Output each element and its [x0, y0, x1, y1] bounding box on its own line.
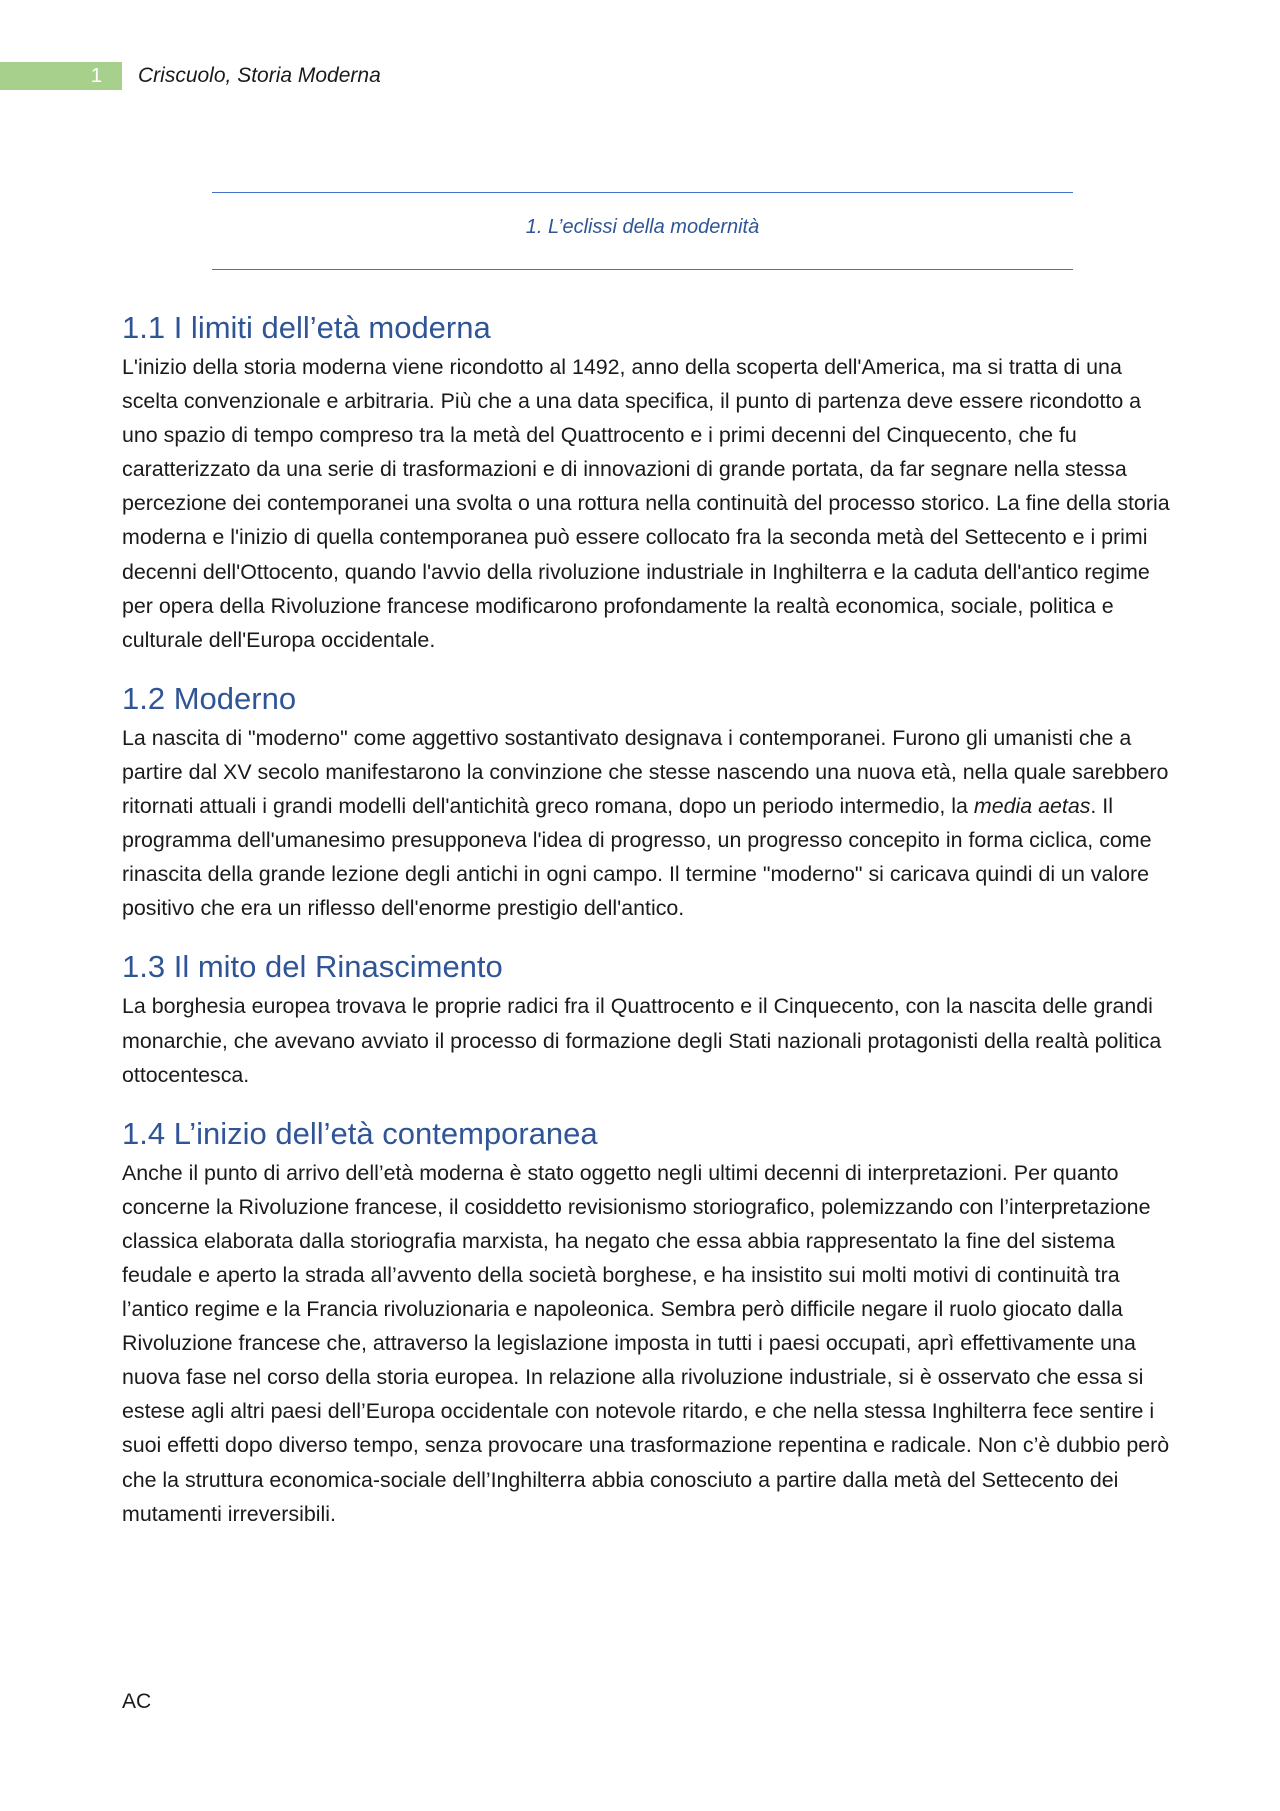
- section-paragraph: Anche il punto di arrivo dell’età moderna è stato oggetto negli ultimi decenni di interpretazioni. Per quanto concerne la Rivoluzione francese, il cosiddetto revisionismo storiografico, polemizzando con l’interpretazione classica elaborata dalla storiografia marxista, ha negato che essa abbia rappresentato la fine del sistema feudale e aperto la strada all’avvento della società borghese, e ha insistito sui molti motivi di continuità tra l’antico regime e la Francia rivoluzionaria e napoleonica. Sembra però difficile negare il ruolo giocato dalla Rivoluzione francese che, attraverso la legislazione imposta in tutti i paesi occupati, aprì effettivamente una nuova fase nel corso della storia europea. In relazione alla rivoluzione industriale, si è osservato che essa si estese agli altri paesi dell’Europa occidentale con notevole ritardo, e che nella stessa Inghilterra fece sentire i suoi effetti dopo diverso tempo, senza provocare una trasformazione repentina e radicale. Non c’è dubbio però che la struttura economica-sociale dell’Inghilterra abbia conosciuto a partire dalla metà del Settecento dei mutamenti irreversibili.: [122, 1160, 1170, 1526]
- chapter-rule-bottom: [212, 269, 1073, 270]
- section-paragraph: L'inizio della storia moderna viene ricondotto al 1492, anno della scoperta dell'America, ma si tratta di una scelta convenzionale e arbitraria. Più che a una data specifica, il punto di partenza deve essere ricondotto a uno spazio di tempo compreso tra la metà del Quattrocento e i primi decenni del Cinquecento, che fu caratterizzato da una serie di trasformazioni e di innovazioni di grande portata, da far segnare nella stessa percezione dei contemporanei una svolta o una rottura nella continuità del processo storico. La fine della storia moderna e l'inizio di quella contemporanea può essere collocato fra la seconda metà del Settecento e i primi decenni dell'Ottocento, quando l'avvio della rivoluzione industriale in Inghilterra e la caduta dell'antico regime per opera della Rivoluzione francese modificarono profondamente la realtà economica, sociale, politica e culturale dell'Europa occidentale.: [122, 355, 1170, 652]
- section-heading: 1.4 L’inizio dell’età contemporanea: [122, 1115, 598, 1151]
- section-heading: 1.1 I limiti dell’età moderna: [122, 310, 491, 345]
- footer-initials: AC: [122, 1690, 152, 1713]
- section-1-2: [122, 677, 1182, 926]
- document-body: [122, 306, 1182, 1531]
- chapter-rule-top: [212, 192, 1073, 193]
- italic-term: media aetas: [973, 794, 1091, 819]
- running-title: Criscuolo, Storia Moderna: [138, 64, 381, 87]
- section-paragraph: [122, 721, 1182, 926]
- page-number: 1: [0, 62, 122, 90]
- section-1-1: [122, 306, 1182, 657]
- section-1-4: [122, 1112, 1182, 1531]
- section-heading: 1.3 Il mito del Rinascimento: [122, 949, 503, 985]
- paragraph-text: . Il programma dell'umanesimo presupponeva l'idea di progresso, un progresso concepito in forma ciclica, come rinascita della grande lezione degli antichi in ogni campo. Il termine "moderno" si caricava quindi di un valore positivo che era un riflesso dell'enorme prestigio dell'antico.: [122, 794, 1152, 921]
- chapter-title: 1. L’eclissi della modernità: [525, 216, 760, 238]
- section-paragraph: La borghesia europea trovava le proprie radici fra il Quattrocento e il Cinquecento, con la nascita delle grandi monarchie, che avevano avviato il processo di formazione degli Stati nazionali protagonisti della realtà politica ottocentesca.: [122, 994, 1162, 1087]
- section-heading: 1.2 Moderno: [122, 680, 297, 716]
- page-header: [0, 62, 381, 90]
- paragraph-text: La nascita di "moderno" come aggettivo sostantivato designava i contemporanei. Furono gli umanisti che a partire dal XV secolo manifestarono la convinzione che stesse nascendo una nuova età, nella quale sarebbero ritornati attuali i grandi modelli dell'antichità greco romana, dopo un periodo intermedio, la: [122, 725, 1169, 819]
- section-1-3: [122, 945, 1182, 1091]
